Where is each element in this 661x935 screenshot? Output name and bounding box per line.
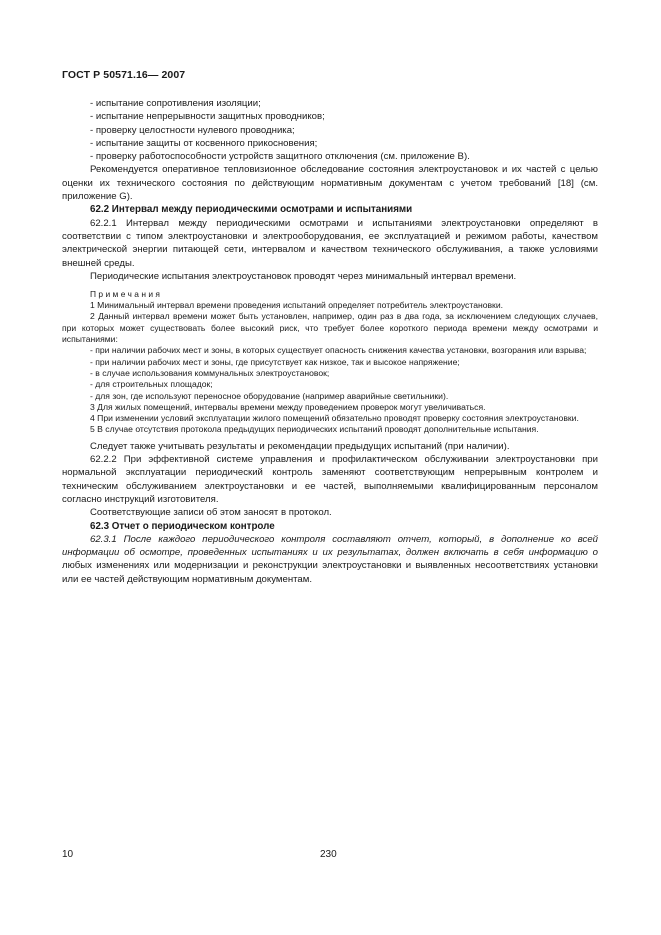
list-item: - испытание сопротивления изоляции; [90, 98, 261, 109]
paragraph-62-3-1-italic: 62.3.1 После каждого периодического контроля составляют отчет, который, в дополнение ко всей информации об осмотре, проведенных испытаниях и их результатах, должен включать в себя информацию о [62, 533, 598, 559]
document-header: ГОСТ Р 50571.16— 2007 [62, 69, 186, 81]
note-case: - для зон, где используют переносное оборудование (например аварийные светильники). [90, 390, 449, 401]
list-item: - испытание защиты от косвенного прикосновения; [90, 137, 318, 149]
paragraph-protocol-records: Соответствующие записи об этом заносят в протокол. [90, 507, 332, 519]
note-case: - при наличии рабочих мест и зоны, где присутствует как низкое, так и высокое напряжение; [90, 356, 460, 367]
note-3: 3 Для жилых помещений, интервалы времени между проведением проверок могут увеличиваться. [90, 401, 486, 412]
paragraph-previous-results: Следует также учитывать результаты и рекомендации предыдущих испытаний (при наличии). [90, 440, 510, 452]
paragraph-thermography: Рекомендуется оперативное тепловизионное обследование состояния электроустановок и их частей с целью оценки их технического состояния по действующим нормативным документам с учетом требований [18] (см. приложение G). [62, 164, 598, 203]
page-number: 10 [62, 849, 74, 860]
document-body [62, 97, 598, 586]
section-heading-62-3: 62.3 Отчет о периодическом контроле [90, 520, 275, 532]
list-item: - проверку работоспособности устройств защитного отключения (см. приложение В). [90, 151, 470, 163]
list-item: - проверку целостности нулевого проводника; [90, 124, 295, 136]
paragraph-62-3-1-regular: любых изменениях или модернизации и реконструкции электроустановки и выявленных несоответствиях установки или ее частей действующим нормативным документам. [62, 560, 598, 585]
note-2: 2 Данный интервал времени может быть установлен, например, один раз в два года, за исключением следующих случаев, при которых может существовать более высокий риск, что требует более короткого периода времени между осмотрами и испытаниями: [62, 311, 598, 345]
note-4: 4 При изменении условий эксплуатации жилого помещений обязательно проводят проверку состояния электроустановки. [90, 413, 579, 424]
note-case: - при наличии рабочих мест и зоны, в которых существует опасность снижения качества установки, возгорания или взрыва; [90, 345, 587, 356]
note-case: - для строительных площадок; [90, 379, 213, 390]
notes-title: Примечания [90, 289, 163, 300]
list-item: - испытание непрерывности защитных проводников; [90, 111, 325, 123]
note-1: 1 Минимальный интервал времени проведения испытаний определяет потребитель электроустановки. [90, 300, 504, 311]
sheet-number: 230 [320, 849, 337, 860]
section-heading-62-2: 62.2 Интервал между периодическими осмотрами и испытаниями [90, 204, 413, 216]
paragraph-62-2-1: 62.2.1 Интервал между периодическими осмотрами и испытаниями электроустановки определяют в соответствии с типом электроустановки и электрооборудования, ее эксплуатацией и режимом работы, качеством электрической энергии питающей сети, интервалом и качеством технического обслуживания, а также условиями внешней среды. [62, 217, 598, 269]
note-case: - в случае использования коммунальных электроустановок; [90, 367, 330, 378]
paragraph-62-2-2: 62.2.2 При эффективной системе управления и профилактическом обслуживании электроустановки при нормальной эксплуатации периодический контроль заменяют соответствующим непрерывным контролем и техническим обслуживанием электроустановки и ее частей, выполняемыми квалифицированным персоналом согласно инструкций изготовителя. [62, 454, 598, 505]
paragraph-62-3-1 [62, 533, 598, 586]
note-5: 5 В случае отсутствия протокола предыдущих периодических испытаний проводят дополнительные испытания. [90, 424, 539, 435]
paragraph-periodic-tests: Периодические испытания электроустановок проводят через минимальный интервал времени. [90, 270, 517, 282]
